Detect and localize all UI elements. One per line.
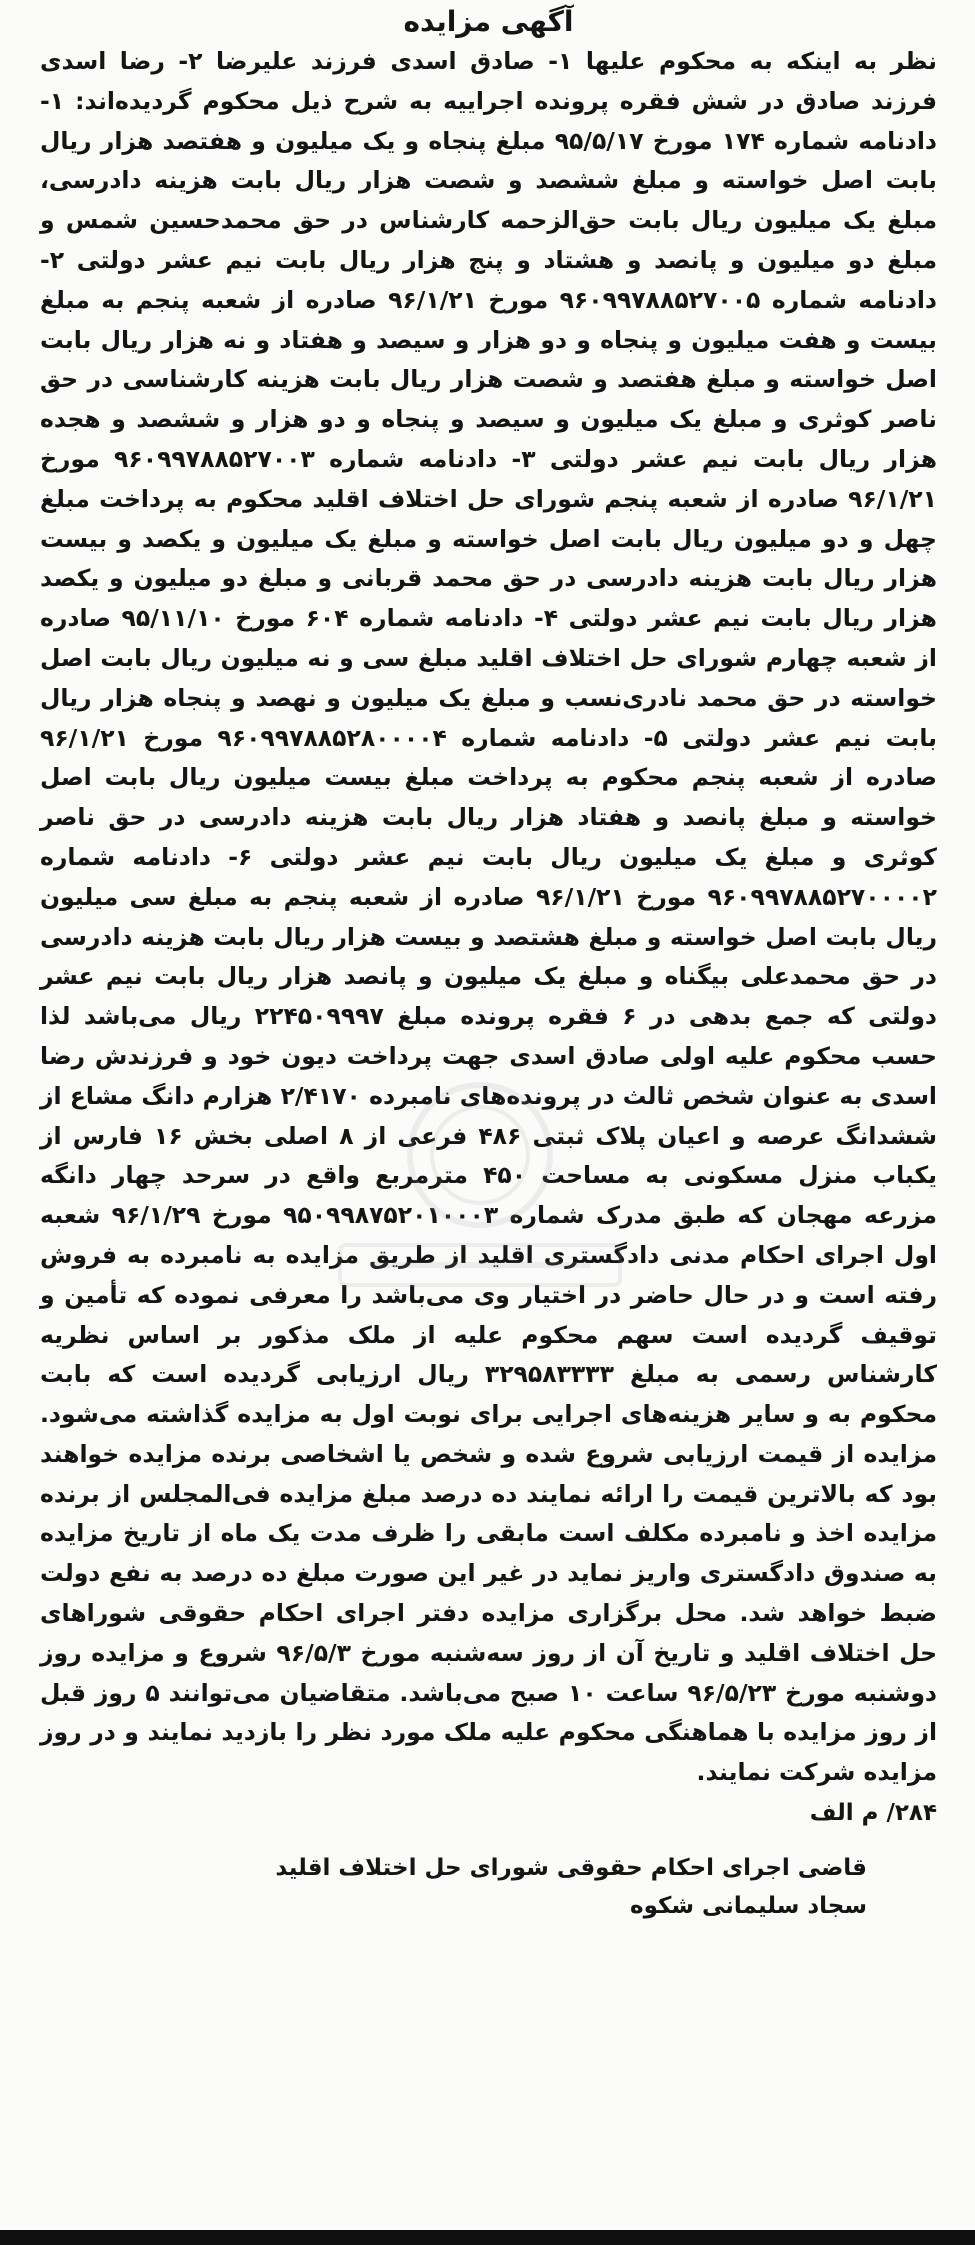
- signature-title: قاضی اجرای احکام حقوقی شورای حل اختلاف اقلید: [275, 1855, 867, 1882]
- notice-reference: ۲۸۴/ م الف: [809, 1800, 937, 1827]
- bottom-border: [0, 2230, 975, 2245]
- signature-block: [40, 1849, 867, 1925]
- signature-name: سجاد سلیمانی شکوه: [630, 1893, 867, 1920]
- notice-body: نظر به اینکه به محکوم علیها ۱- صادق اسدی فرزند علیرضا ۲- رضا اسدی فرزند صادق در شش فقره پرونده اجراییه به شرح ذیل محکوم گردیده‌اند: ۱- دادنامه شماره ۱۷۴ مورخ ۹۵/۵/۱۷ مبلغ پنجاه و یک میلیون و هفتصد هزار ریال بابت اصل خواسته و مبلغ ششصد و شصت هزار ریال بابت هزینه دادرسی، مبلغ یک میلیون ریال بابت حق‌الزحمه کارشناس در حق محمدحسین شمس و مبلغ دو میلیون و پانصد و هشتاد و پنج هزار ریال بابت نیم عشر دولتی ۲- دادنامه شماره ۹۶۰۹۹۷۸۸۵۲۷۰۰۵ مورخ ۹۶/۱/۲۱ صادره از شعبه پنجم به مبلغ بیست و هفت میلیون و پنجاه و دو هزار و سیصد و هفتاد و نه هزار ریال بابت اصل خواسته و مبلغ هفتصد و شصت هزار ریال بابت هزینه کارشناسی در حق ناصر کوثری و مبلغ یک میلیون و سیصد و پنجاه و دو هزار و ششصد و هجده هزار ریال بابت نیم عشر دولتی ۳- دادنامه شماره ۹۶۰۹۹۷۸۸۵۲۷۰۰۳ مورخ ۹۶/۱/۲۱ صادره از شعبه پنجم شورای حل اختلاف اقلید محکوم به پرداخت مبلغ چهل و دو میلیون ریال بابت اصل خواسته و مبلغ یک میلیون و یکصد و بیست هزار ریال بابت هزینه دادرسی در حق محمد قربانی و مبلغ دو میلیون و یکصد هزار ریال بابت نیم عشر دولتی ۴- دادنامه شماره ۶۰۴ مورخ ۹۵/۱۱/۱۰ صادره از شعبه چهارم شورای حل اختلاف اقلید مبلغ سی و نه میلیون ریال بابت اصل خواسته در حق محمد نادری‌نسب و مبلغ یک میلیون و نهصد و پنجاه هزار ریال بابت نیم عشر دولتی ۵- دادنامه شماره ۹۶۰۹۹۷۸۸۵۲۸۰۰۰۰۴ مورخ ۹۶/۱/۲۱ صادره از شعبه پنجم محکوم به پرداخت مبلغ بیست میلیون ریال بابت اصل خواسته و مبلغ پانصد و هفتاد هزار ریال بابت هزینه دادرسی در حق ناصر کوثری و مبلغ یک میلیون ریال بابت نیم عشر دولتی ۶- دادنامه شماره ۹۶۰۹۹۷۸۸۵۲۷۰۰۰۰۲ مورخ ۹۶/۱/۲۱ صادره از شعبه پنجم به مبلغ سی میلیون ریال بابت اصل خواسته و مبلغ هشتصد و بیست هزار ریال بابت هزینه دادرسی در حق محمدعلی بیگناه و مبلغ یک میلیون و پانصد هزار ریال بابت نیم عشر دولتی که جمع بدهی در ۶ فقره پرونده مبلغ ۲۲۴۵۰۹۹۹۷ ریال می‌باشد لذا حسب محکوم علیه اولی صادق اسدی جهت پرداخت دیون خود و فرزندش رضا اسدی به عنوان شخص ثالث در پرونده‌های نامبرده ۲/۴۱۷۰ هزارم دانگ مشاع از ششدانگ عرصه و اعیان پلاک ثبتی ۴۸۶ فرعی از ۸ اصلی بخش ۱۶ فارس از یکباب منزل مسکونی به مساحت ۴۵۰ مترمربع واقع در سرحد چهار دانگه مزرعه مهجان که طبق مدرک شماره ۹۵۰۹۹۸۷۵۲۰۱۰۰۰۳ مورخ ۹۶/۱/۲۹ شعبه اول اجرای احکام مدنی دادگستری اقلید از طریق مزایده به نامبرده به فروش رفته است و در حال حاضر در اختیار وی می‌باشد را معرفی نموده که تأمین و توقیف گردیده است سهم محکوم علیه از ملک مذکور بر اساس نظریه کارشناس رسمی به مبلغ ۳۲۹۵۸۳۳۳۳ ریال ارزیابی گردیده است که بابت محکوم به و سایر هزینه‌های اجرایی برای نوبت اول به مزایده گذاشته می‌شود. مزایده از قیمت ارزیابی شروع شده و شخص یا اشخاصی برنده مزایده خواهند بود که بالاترین قیمت را ارائه نمایند ده درصد مبلغ مزایده فی‌المجلس از برنده مزایده اخذ و نامبرده مکلف است مابقی را ظرف مدت یک ماه از تاریخ مزایده به صندوق دادگستری واریز نماید در غیر این صورت مبلغ ده درصد به نفع دولت ضبط خواهد شد. محل برگزاری مزایده دفتر اجرای احکام حقوقی شوراهای حل اختلاف اقلید و تاریخ آن از روز سه‌شنبه مورخ ۹۶/۵/۳ شروع و مزایده روز دوشنبه مورخ ۹۶/۵/۲۳ ساعت ۱۰ صبح می‌باشد. متقاضیان می‌توانند ۵ روز قبل از روز مزایده با هماهنگی محکوم علیه ملک مورد نظر را بازدید نمایند و در روز مزایده شرکت نمایند.: [40, 47, 938, 1787]
- notice-title: آگهی مزایده: [403, 5, 574, 38]
